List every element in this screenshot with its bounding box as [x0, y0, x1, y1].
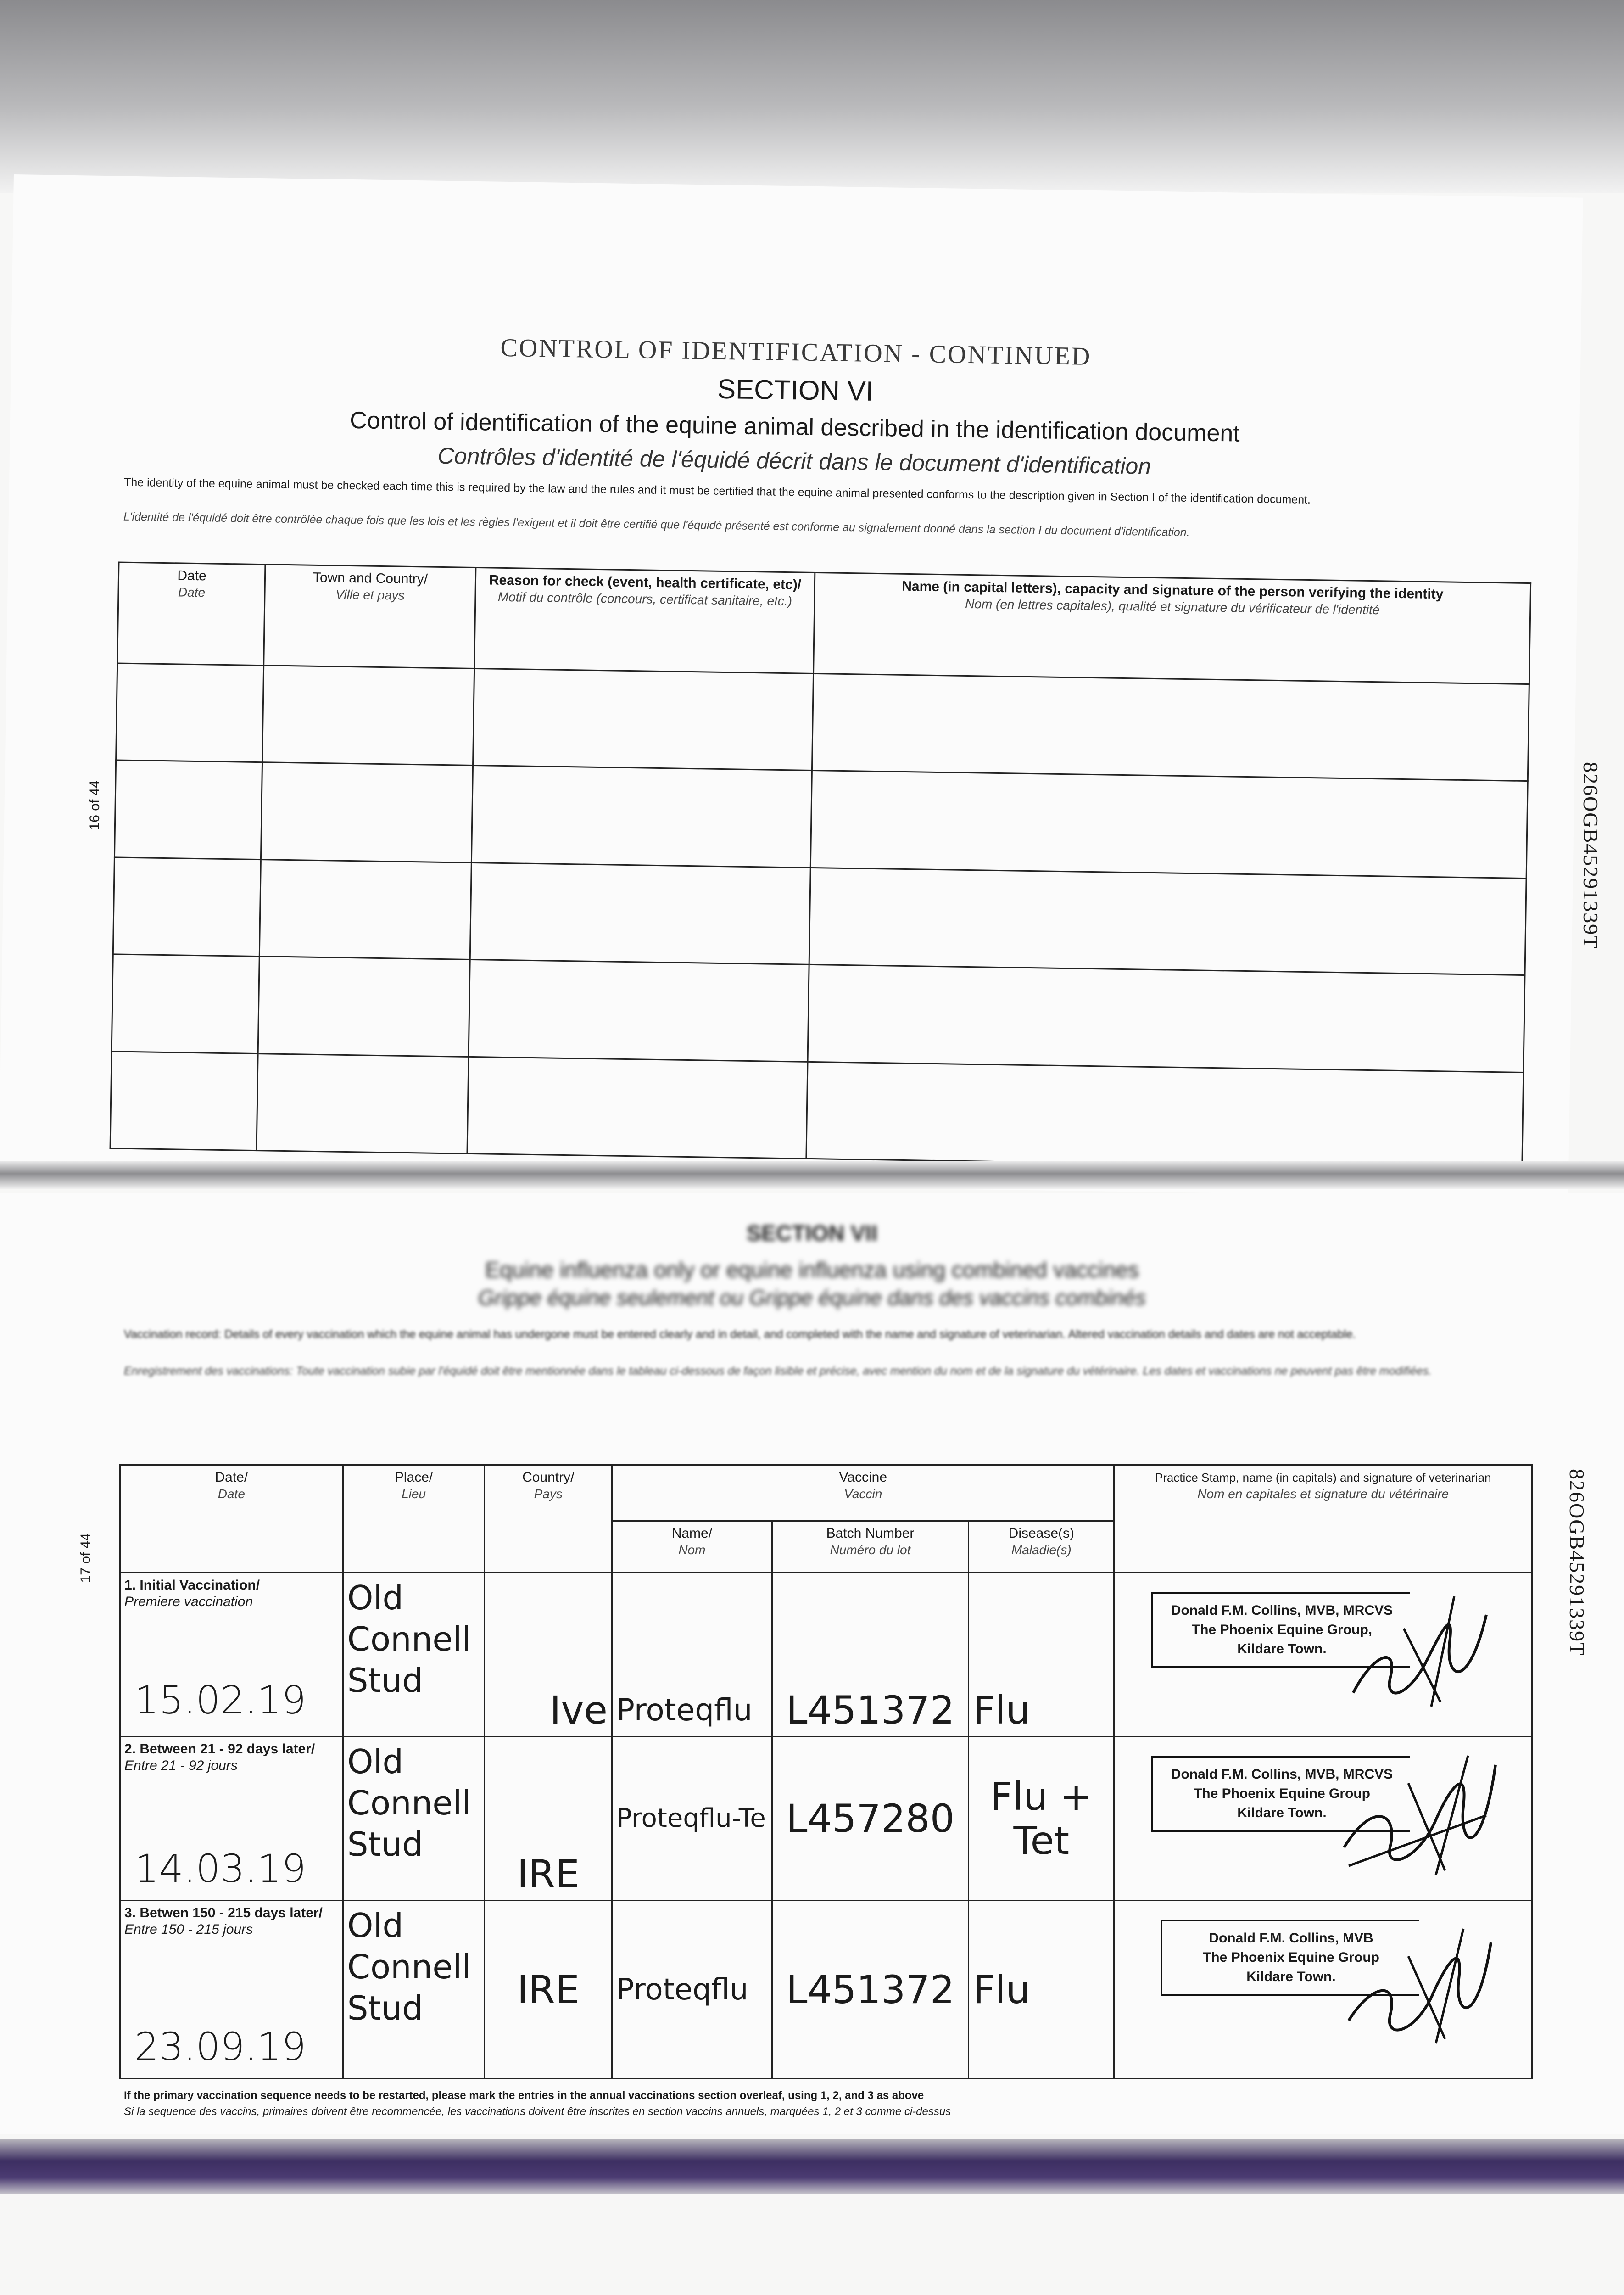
section-vii-note-fr: Enregistrement des vaccinations: Toute vaccination subie par l'équidé doit être mentionnée dans le tableau ci-dessous de façon lisible et précise, avec mention du nom et de la signature du vétérinaire. Les dates et vaccinations ne peuvent pas être modifiées.: [124, 1365, 1432, 1377]
section-vii-subtitle-fr: Grippe équine seulement ou Grippe équine dans des vaccins combinés: [478, 1286, 1146, 1310]
row1-vaccine-name: Proteqflu: [612, 1573, 772, 1736]
row1-place: Old Connell Stud: [343, 1573, 485, 1736]
continued-title: CONTROL OF IDENTIFICATION - CONTINUED: [500, 333, 1092, 371]
col-date: Date Date: [117, 562, 265, 666]
row1-stamp-cell: [1114, 1573, 1532, 1736]
row3-vaccine-name: Proteqflu: [612, 1901, 772, 2079]
row1-date-cell: 1. Initial Vaccination/ Premiere vaccination 15.02.19: [120, 1573, 343, 1736]
section-vi-subtitle-fr: Contrôles d'identité de l'équidé décrit dans le document d'identification: [437, 442, 1151, 479]
section-vi-title: SECTION VI: [717, 373, 874, 407]
page-number-16: 16 of 44: [87, 780, 102, 830]
row1-label: 1. Initial Vaccination/: [124, 1577, 260, 1593]
col-country: Country/ Pays: [485, 1465, 612, 1573]
scan-bottom-band: [0, 2139, 1624, 2194]
page-number-17: 17 of 44: [78, 1533, 93, 1583]
vaccination-row-3: [120, 1901, 1532, 2079]
col-vaccine-name: Name/ Nom: [612, 1521, 772, 1573]
vaccination-row-1: [120, 1573, 1532, 1736]
identity-check-table: [110, 561, 1532, 1170]
col-verifier: Name (in capital letters), capacity and signature of the person verifying the identity Nom (en lettres capitales), qualité et signature du vérificateur de l'identité: [814, 572, 1531, 684]
col-vaccine: Vaccine Vaccin: [612, 1465, 1114, 1521]
row2-country: IRE: [485, 1736, 612, 1900]
row1-disease: Flu: [969, 1573, 1114, 1736]
row2-vaccine-name: Proteqflu-Te: [612, 1736, 772, 1900]
row2-disease: Flu + Tet: [969, 1736, 1114, 1900]
col-place: Place/ Lieu: [343, 1465, 485, 1573]
row2-batch: L457280: [772, 1736, 969, 1900]
footnote-fr: Si la sequence des vaccins, primaires doivent être recommencée, les vaccinations doivent être inscrites en section vaccins annuels, marquées 1, 2 et 3 comme ci-dessus: [124, 2105, 951, 2118]
ueln-number-2: 826OGB45291339T: [1565, 1469, 1589, 1657]
col-disease: Disease(s) Maladie(s): [969, 1521, 1114, 1573]
vet-stamp-2: Donald F.M. Collins, MVB, MRCVS The Phoenix Equine Group Kildare Town.: [1151, 1756, 1410, 1832]
row3-stamp-cell: [1114, 1901, 1532, 2079]
section-vi-note-fr: L'identité de l'équidé doit être contrôlée chaque fois que les lois et les règles l'exigent et il doit être certifié que l'équidé présenté est conforme au signalement donné dans la section I du document d'identification.: [123, 510, 1190, 539]
ueln-number-1: 826OGB45291339T: [1579, 762, 1602, 950]
row3-date-cell: 3. Betwen 150 - 215 days later/ Entre 150 - 215 jours 23.09.19: [120, 1901, 343, 2079]
row3-batch: L451372: [772, 1901, 969, 2079]
page-16: [0, 174, 1583, 1198]
vet-signature-3: [1335, 1920, 1500, 2048]
row3-date: 23.09.19: [134, 2024, 307, 2069]
section-vii-note: Vaccination record: Details of every vaccination which the equine animal has undergone must be entered clearly and in detail, and completed with the name and signature of veterinarian. Altered vaccination details and dates are not acceptable.: [124, 1328, 1356, 1341]
row3-place: Old Connell Stud: [343, 1901, 485, 2079]
page-17: [0, 1193, 1624, 2134]
vet-signature-2: [1330, 1746, 1505, 1884]
row3-disease: Flu: [969, 1901, 1114, 2079]
vet-signature-1: [1335, 1587, 1500, 1716]
section-vii-subtitle: Equine influenza only or equine influenza using combined vaccines: [485, 1258, 1139, 1282]
row2-stamp-cell: [1114, 1736, 1532, 1900]
row2-date-cell: 2. Between 21 - 92 days later/ Entre 21 - 92 jours 14.03.19: [120, 1736, 343, 1900]
vaccination-row-2: [120, 1736, 1532, 1900]
col-vacc-date: Date/ Date: [120, 1465, 343, 1573]
section-vi-subtitle: Control of identification of the equine animal described in the identification document: [349, 407, 1240, 447]
page-fold: [0, 1161, 1624, 1189]
col-batch: Batch Number Numéro du lot: [772, 1521, 969, 1573]
row1-date: 15.02.19: [134, 1677, 307, 1723]
col-town: Town and Country/ Ville et pays: [264, 565, 476, 669]
row2-date: 14.03.19: [134, 1846, 307, 1892]
section-vi-note: The identity of the equine animal must be checked each time this is required by the law and the rules and it must be certified that the equine animal presented conforms to the description given in Section I of the identification document.: [123, 476, 1311, 506]
vaccination-table: [119, 1464, 1533, 2079]
vet-stamp-1: Donald F.M. Collins, MVB, MRCVS The Phoenix Equine Group, Kildare Town.: [1151, 1592, 1410, 1668]
vet-stamp-3: Donald F.M. Collins, MVB The Phoenix Equine Group Kildare Town.: [1161, 1920, 1419, 1996]
row3-country: IRE: [485, 1901, 612, 2079]
section-vii-title: SECTION VII: [746, 1221, 878, 1246]
row1-batch: L451372: [772, 1573, 969, 1736]
col-reason: Reason for check (event, health certificate, etc)/ Motif du contrôle (concours, certificat sanitaire, etc.): [474, 568, 815, 674]
row1-country: Ive: [485, 1573, 612, 1736]
scan-top-shadow: [0, 0, 1624, 193]
col-practice-stamp: Practice Stamp, name (in capitals) and signature of veterinarian Nom en capitales et signature du vétérinaire: [1114, 1465, 1532, 1573]
footnote: If the primary vaccination sequence needs to be restarted, please mark the entries in the annual vaccinations section overleaf, using 1, 2, and 3 as above: [124, 2089, 924, 2102]
table-row: [110, 1051, 1524, 1169]
row2-place: Old Connell Stud: [343, 1736, 485, 1900]
